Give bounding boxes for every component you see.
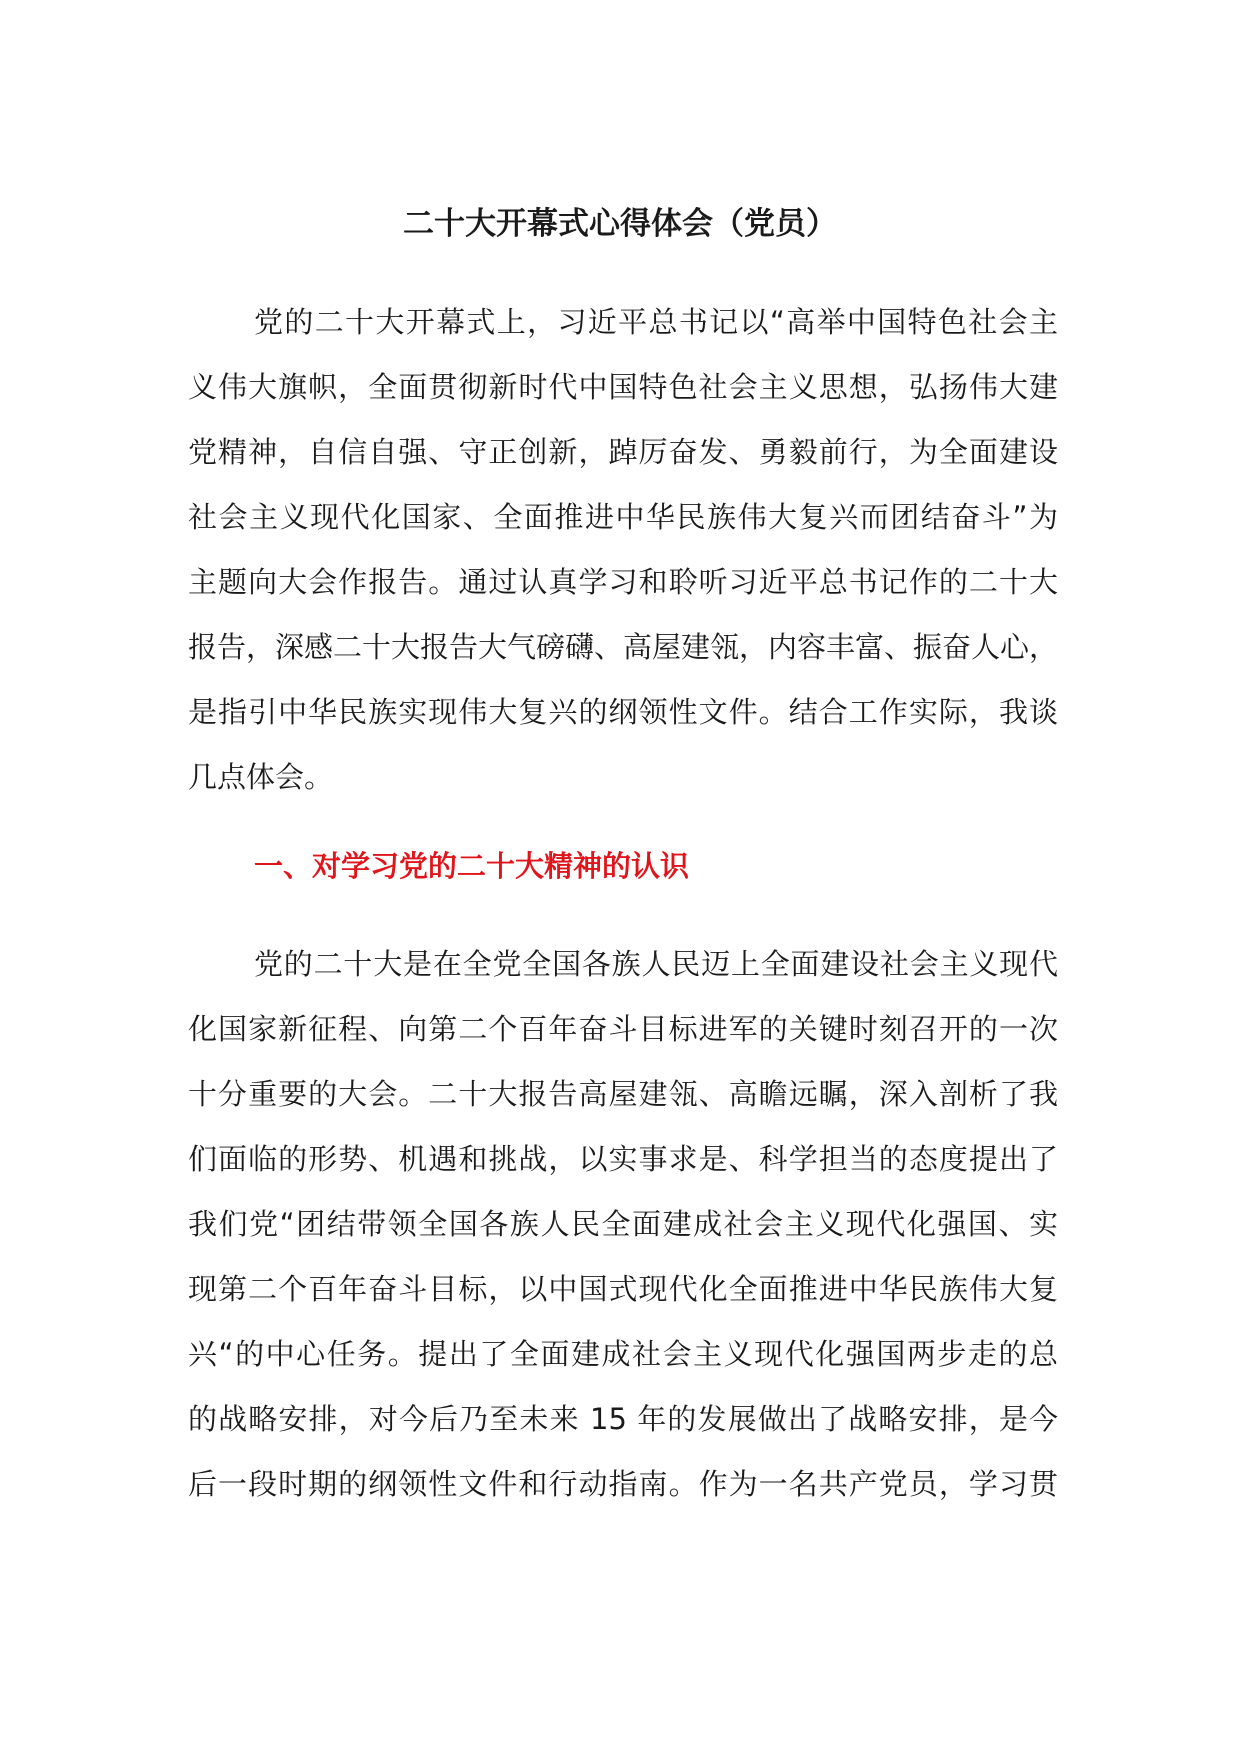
text-line: 义伟大旗帜，全面贯彻新时代中国特色社会主义思想，弘扬伟大建 [188,370,1058,404]
text-line: 十分重要的大会。二十大报告高屋建瓴、高瞻远瞩，深入剖析了我 [188,1077,1058,1111]
paragraph-section1 [188,932,1058,1517]
text-line: 主题向大会作报告。通过认真学习和聆听习近平总书记作的二十大 [188,565,1058,599]
text-line: 社会主义现代化国家、全面推进中华民族伟大复兴而团结奋斗”为 [188,500,1058,534]
document-title: 二十大开幕式心得体会（党员） [403,206,837,242]
text-line: 化国家新征程、向第二个百年奋斗目标进军的关键时刻召开的一次 [188,1012,1058,1046]
text-line: 现第二个百年奋斗目标，以中国式现代化全面推进中华民族伟大复 [188,1272,1058,1306]
text-line: 党精神，自信自强、守正创新，踔厉奋发、勇毅前行，为全面建设 [188,435,1058,469]
text-line: 几点体会。 [188,760,334,794]
text-line: 党的二十大是在全党全国各族人民迈上全面建设社会主义现代 [254,947,1058,981]
text-line: 是指引中华民族实现伟大复兴的纲领性文件。结合工作实际，我谈 [188,695,1058,729]
text-line: 我们党“团结带领全国各族人民全面建成社会主义现代化强国、实 [188,1207,1058,1241]
text-line: 的战略安排，对今后乃至未来 15 年的发展做出了战略安排，是今 [188,1402,1058,1436]
text-line: 后一段时期的纲领性文件和行动指南。作为一名共产党员，学习贯 [188,1467,1058,1501]
text-line: 党的二十大开幕式上，习近平总书记以“高举中国特色社会主 [254,305,1058,339]
paragraph-intro [188,290,1058,810]
text-line: 报告，深感二十大报告大气磅礴、高屋建瓴，内容丰富、振奋人心， [188,630,1059,664]
text-line: 兴“的中心任务。提出了全面建成社会主义现代化强国两步走的总 [188,1337,1058,1371]
section-heading: 一、对学习党的二十大精神的认识 [254,849,690,883]
text-line: 们面临的形势、机遇和挑战，以实事求是、科学担当的态度提出了 [188,1142,1058,1176]
